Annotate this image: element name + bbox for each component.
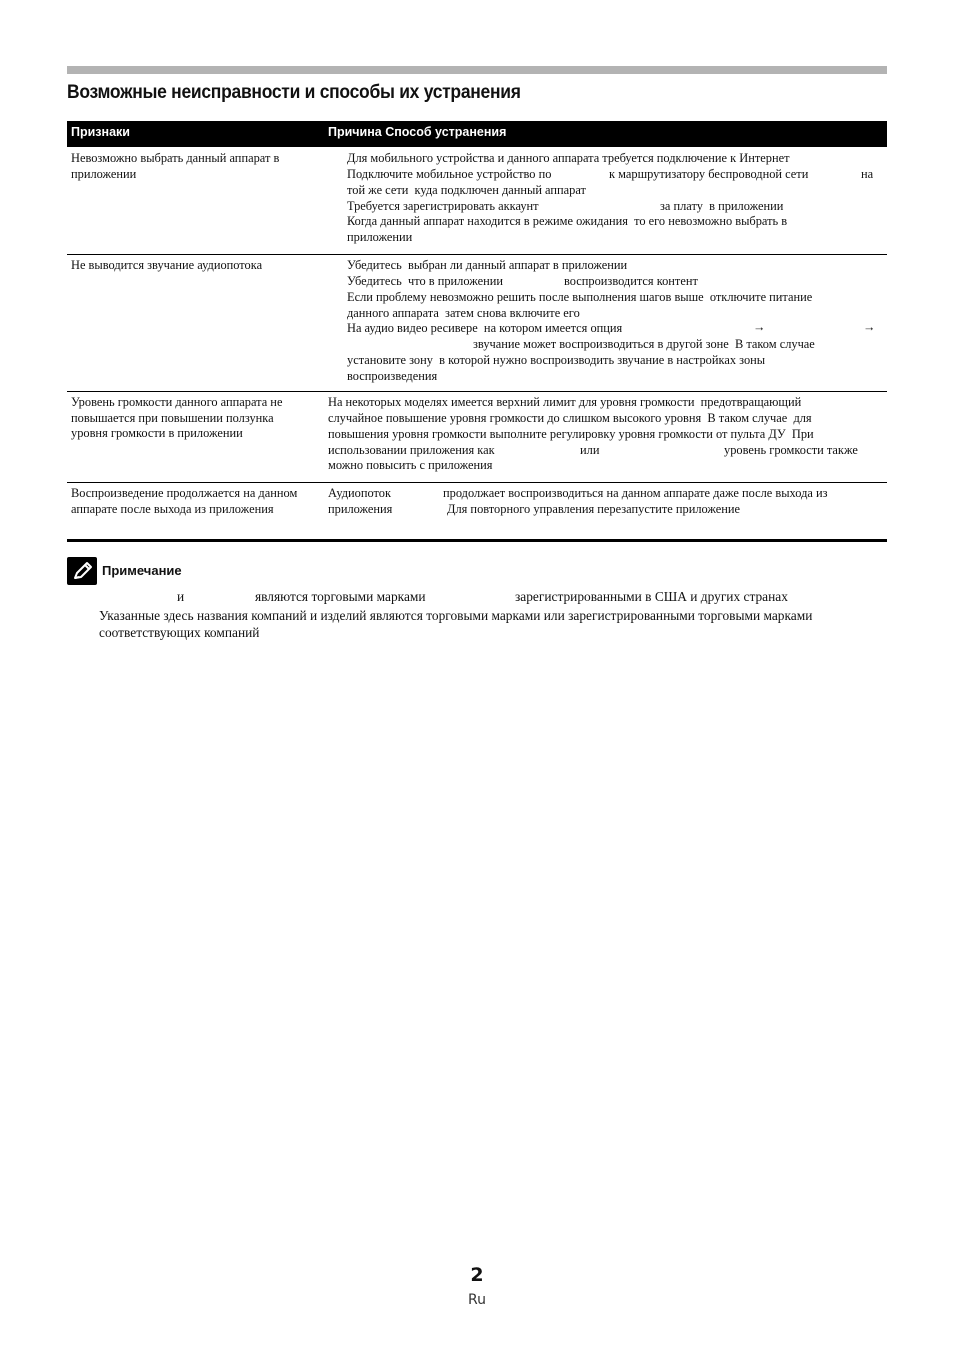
symptom-cell: Не выводится звучание аудиопотока: [71, 258, 263, 272]
note-text: и: [177, 589, 185, 604]
table-bottom-rule: [67, 539, 887, 542]
pencil-icon: [67, 557, 97, 585]
cause-line: Убедитесь что в приложении: [347, 274, 504, 288]
cause-line: на: [861, 167, 874, 181]
page-title: Возможные неисправности и способы их устранения: [67, 82, 521, 103]
note-title: Примечание: [102, 563, 182, 578]
note-text: Указанные здесь названия компаний и изделий являются торговыми марками или зарегистрированными торговыми марками: [99, 608, 813, 623]
cause-line: На аудио видео ресивере на котором имеется опция: [347, 321, 623, 335]
symptom-cell: Воспроизведение продолжается на данном аппарате после выхода из приложения: [71, 486, 298, 516]
table-row: [67, 147, 887, 255]
note-text: являются торговыми марками: [255, 589, 426, 604]
cause-line: Когда данный аппарат находится в режиме ожидания то его невозможно выбрать в: [347, 214, 788, 228]
cause-line: звучание может воспроизводиться в другой зоне В таком случае: [473, 337, 815, 351]
top-rule: [67, 66, 887, 74]
cause-line: можно повысить с приложения: [328, 458, 493, 472]
table-row: [67, 391, 887, 483]
cause-line: воспроизведения: [347, 369, 438, 383]
cause-line: уровень громкости также: [724, 443, 858, 457]
cause-line: Требуется зарегистрировать аккаунт: [347, 199, 539, 213]
arrow-right-icon: →: [863, 320, 876, 334]
cause-line: за плату в приложении: [660, 199, 784, 213]
table-row: [67, 254, 887, 392]
cause-line: случайное повышение уровня громкости до слишком высокого уровня В таком случае для: [328, 411, 812, 425]
cause-line: Для мобильного устройства и данного аппарата требуется подключение к Интернет: [347, 151, 790, 165]
symptom-cell: Невозможно выбрать данный аппарат в приложении: [71, 151, 280, 181]
page-language: Ru: [468, 1292, 486, 1308]
symptom-cell: Уровень громкости данного аппарата не повышается при повышении ползунка уровня громкости в приложении: [71, 395, 283, 441]
table-row: [67, 482, 887, 539]
cause-line: воспроизводится контент: [564, 274, 698, 288]
cause-line: приложении: [347, 230, 413, 244]
cause-line: установите зону в которой нужно воспроизводить звучание в настройках зоны: [347, 353, 766, 367]
cause-line: Аудиопоток: [328, 486, 392, 500]
cause-line: На некоторых моделях имеется верхний лимит для уровня громкости предотвращающий: [328, 395, 802, 409]
cause-line: или: [580, 443, 600, 457]
cause-line: Убедитесь выбран ли данный аппарат в приложении: [347, 258, 628, 272]
cause-line: продолжает воспроизводиться на данном аппарате даже после выхода из: [443, 486, 828, 500]
page-number: 2: [470, 1264, 484, 1286]
cause-line: данного аппарата затем снова включите его: [347, 306, 580, 320]
cause-line: использовании приложения как: [328, 443, 495, 457]
column-header-cause-solution: Причина Способ устранения: [328, 125, 507, 139]
arrow-right-icon: →: [753, 320, 766, 334]
cause-line: Если проблему невозможно решить после выполнения шагов выше отключите питание: [347, 290, 813, 304]
note-text: зарегистрированными в США и других странах: [515, 589, 788, 604]
cause-line: Подключите мобильное устройство по: [347, 167, 552, 181]
cause-line: к маршрутизатору беспроводной сети: [609, 167, 809, 181]
cause-line: той же сети куда подключен данный аппарат: [347, 183, 586, 197]
column-header-symptoms: Признаки: [71, 125, 130, 139]
cause-line: Для повторного управления перезапустите приложение: [447, 502, 741, 516]
table-header: [67, 121, 887, 147]
cause-line: повышения уровня громкости выполните регулировку уровня громкости от пульта ДУ При: [328, 427, 814, 441]
cause-line: приложения: [328, 502, 393, 516]
note-text: соответствующих компаний: [99, 625, 260, 640]
